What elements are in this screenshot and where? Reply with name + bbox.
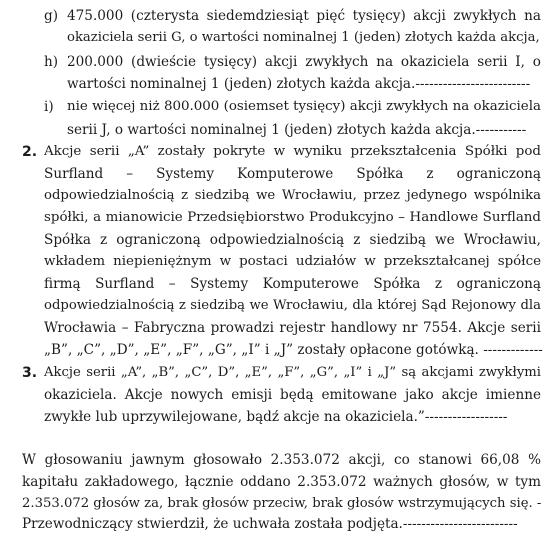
section-2-line-3: odpowiedzialnością z siedzibą we Wrocławiu, przez jedynego wspólnika (44, 188, 541, 203)
section-2-line-5: Spółka z ograniczoną odpowiedzialnością z siedzibą we Wrocławiu, (44, 232, 541, 248)
list-item-i-line-1: nie więcej niż 800.000 (osiemset tysięcy) akcji zwykłych na okaziciela (67, 99, 541, 114)
list-item-i-line-2: serii J, o wartości nominalnej 1 (jeden) złotych każda akcja.----------- (67, 122, 527, 138)
list-item-g-line-1: 475.000 (czterysta siedemdziesiąt pięć tysięcy) akcji zwykłych na (67, 8, 541, 24)
list-marker-h: h) (44, 54, 59, 70)
section-2-line-2: Surfland – Systemy Komputerowe Spółka z ograniczoną (44, 166, 541, 182)
section-3-line-2: okaziciela. Akcje nowych emisji będą emitowane jako akcje imienne (44, 387, 541, 403)
section-2-line-6: wkładem niepieniężnym w postaci udziałów w przekształcanej spółce (44, 254, 541, 269)
closing-statement: Przewodniczący stwierdził, że uchwała została podjęta.------------------------- (22, 516, 518, 532)
list-item-h-line-1: 200.000 (dwieście tysięcy) akcji zwykłych na okaziciela serii I, o (67, 54, 541, 70)
section-number-2: 2. (22, 144, 38, 160)
section-2-line-4: spółki, a mianowicie Przedsiębiorstwo Produkcyjno – Handlowe Surfland (44, 210, 541, 225)
vote-paragraph-line-3: 2.353.072 głosów za, brak głosów przeciw, brak głosów wstrzymujących się. - (22, 496, 542, 511)
section-3-line-1: Akcje serii „A”, „B”, „C”, D”, „E”, „F”, „G”, „I” i „J” są akcjami zwykłymi (44, 365, 541, 380)
vote-paragraph-line-2: kapitału zakładowego, łącznie oddano 2.353.072 ważnych głosów, w tym (22, 474, 541, 490)
section-2-line-8: odpowiedzialnością z siedzibą we Wrocławiu, dla której Sąd Rejonowy dla (44, 298, 541, 313)
section-3-line-3: zwykłe lub uprzywilejowane, bądź akcje na okaziciela.”------------------ (44, 409, 508, 425)
list-item-h-line-2: wartości nominalnej 1 (jeden) złotych każda akcja.------------------------- (67, 76, 531, 92)
list-marker-g: g) (44, 8, 59, 24)
list-marker-i: i) (44, 99, 54, 115)
section-number-3: 3. (22, 365, 38, 381)
section-2-line-1: Akcje serii „A” zostały pokryte w wyniku przekształcenia Spółki pod (44, 144, 541, 159)
list-item-g-line-2: okaziciela serii G, o wartości nominalnej 1 (jeden) złotych każda akcja, (67, 30, 540, 45)
section-2-line-10: „B”, „C”, „D”, „E”, „F”, „G”, „I” i „J” zostały opłacone gotówką. ------------- (44, 342, 543, 358)
section-2-line-9: Wrocławia – Fabryczna prowadzi rejestr handlowy nr 7554. Akcje serii (44, 320, 541, 336)
section-2-line-7: firmą Surfland – Systemy Komputerowe Spółka z ograniczoną (44, 276, 541, 292)
vote-paragraph-line-1: W głosowaniu jawnym głosowało 2.353.072 akcji, co stanowi 66,08 % (22, 452, 541, 468)
